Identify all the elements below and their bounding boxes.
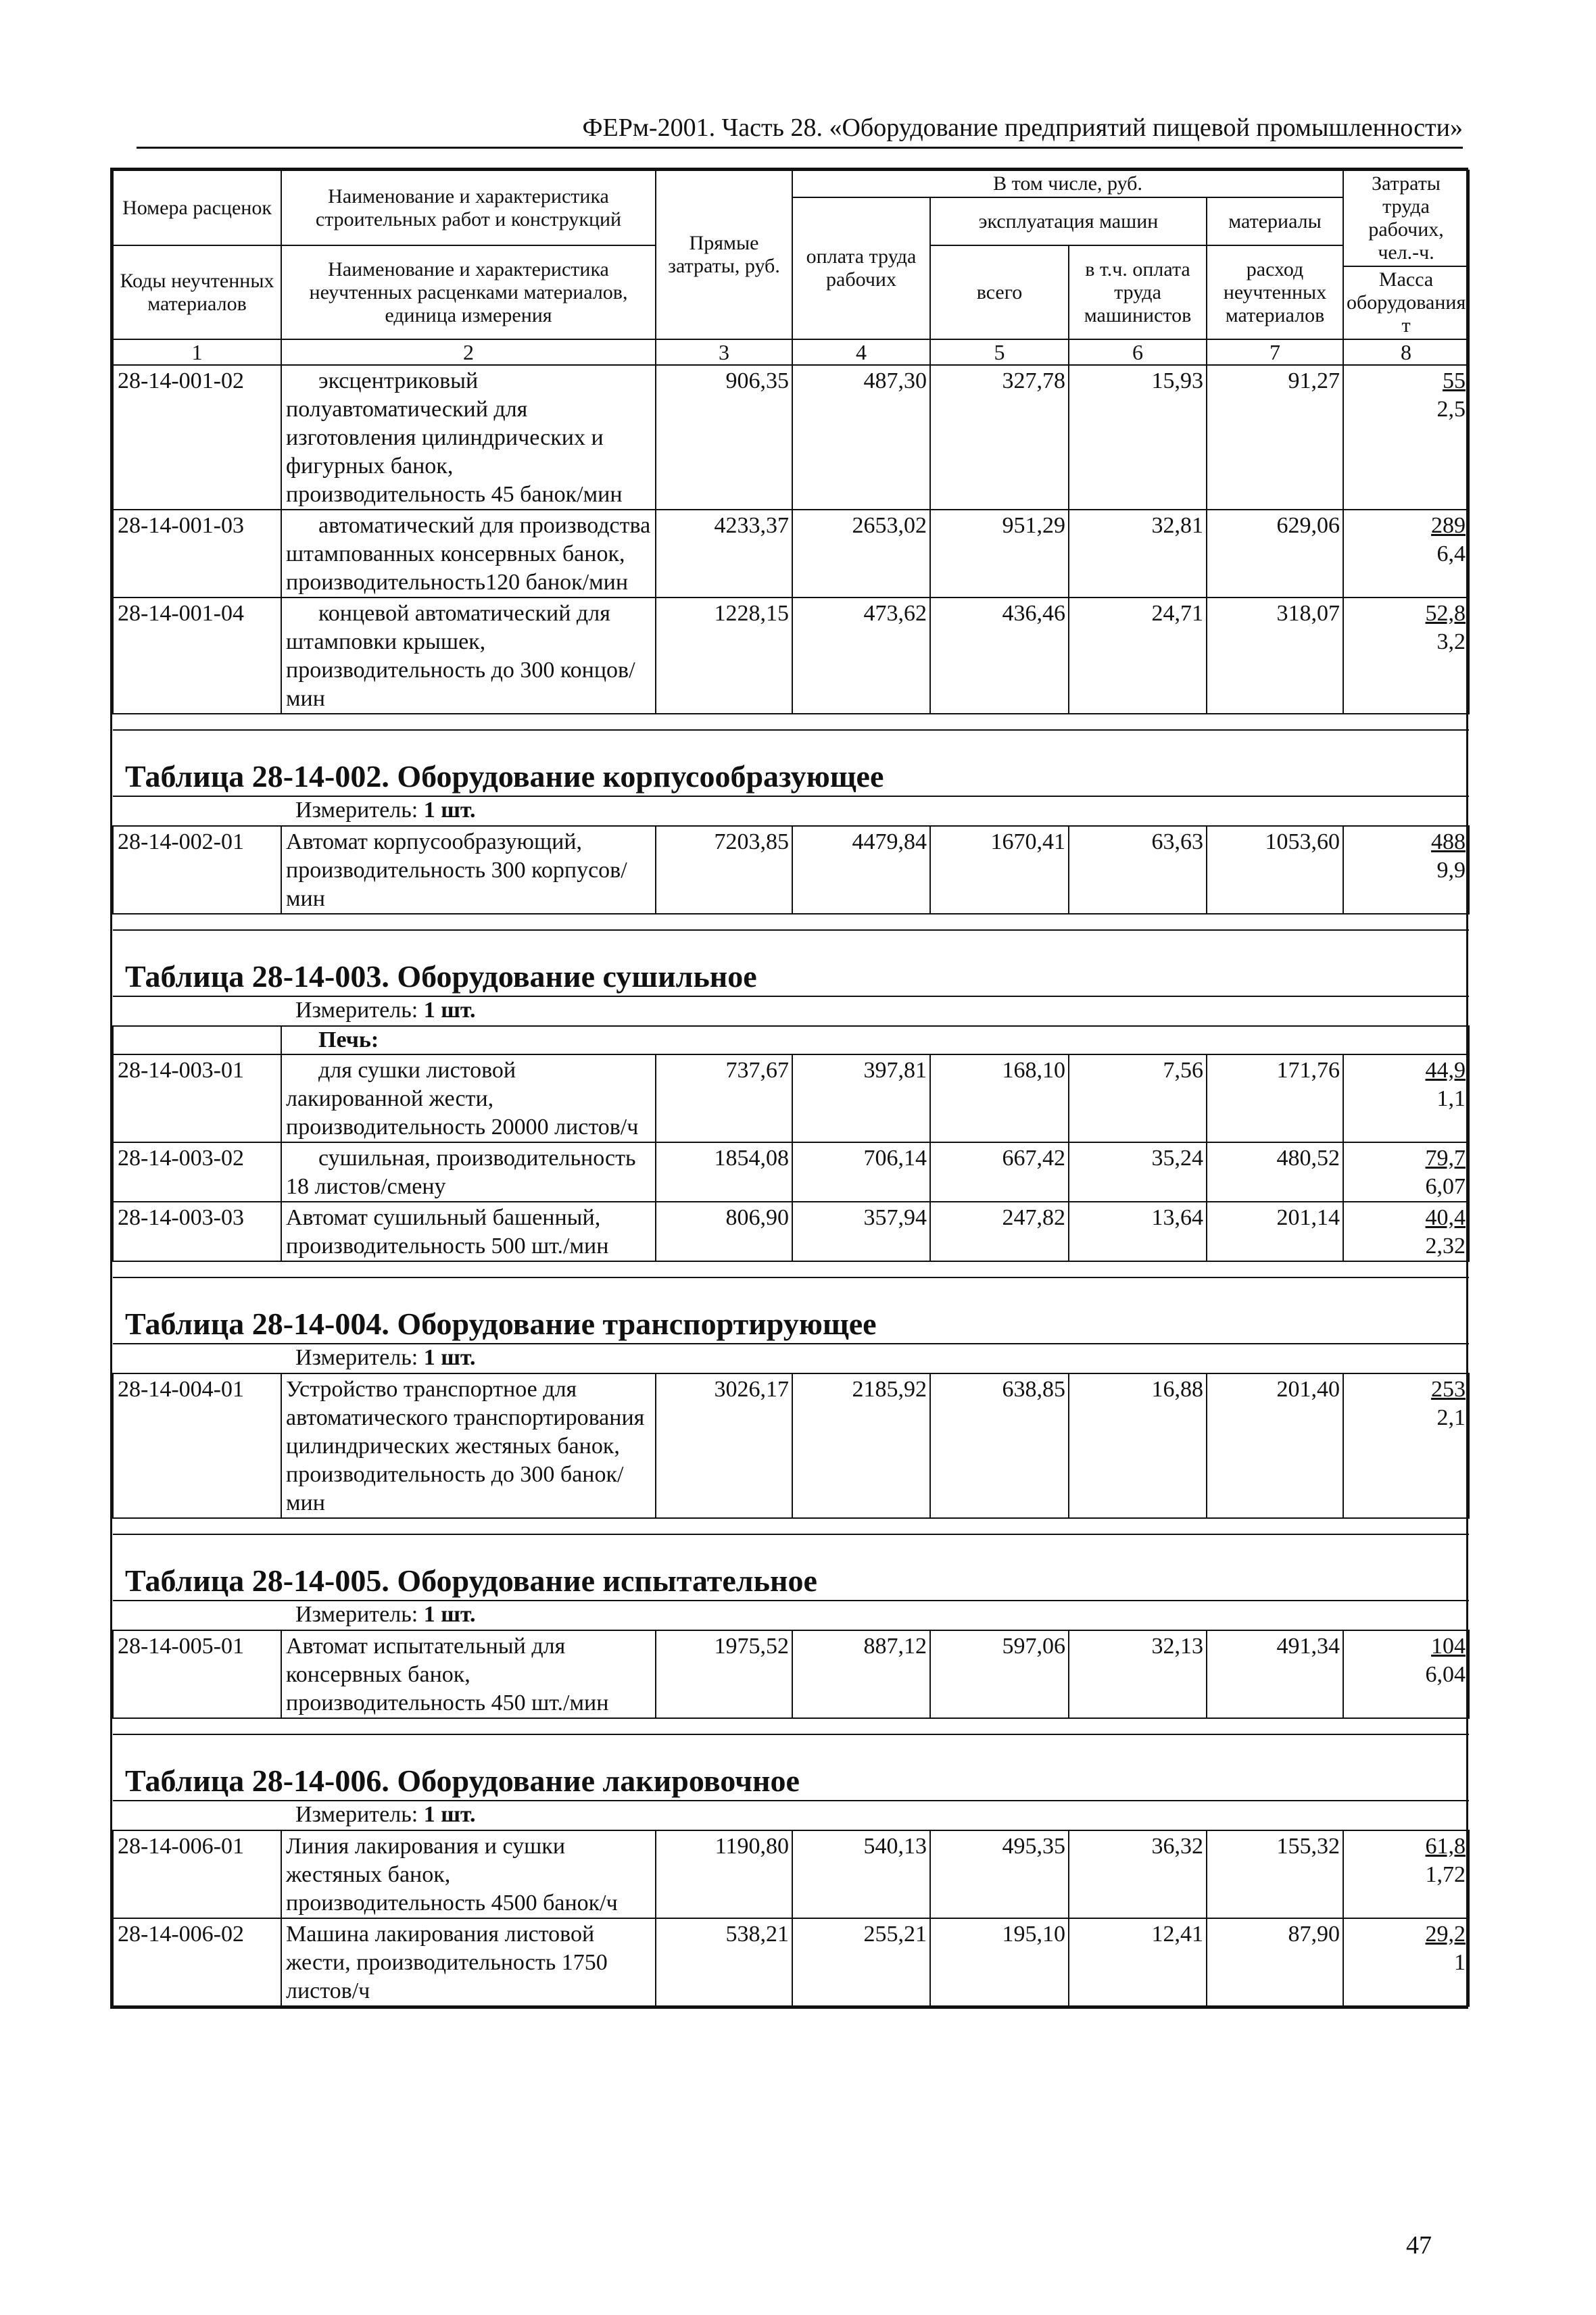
table-title: Таблица 28-14-003. Оборудование сушильное bbox=[125, 959, 757, 994]
unit-row bbox=[113, 1801, 1469, 1830]
machines-total: 195,10 bbox=[930, 1918, 1069, 2006]
direct-cost: 3026,17 bbox=[656, 1373, 792, 1518]
unit-cell bbox=[113, 996, 1469, 1026]
materials: 480,52 bbox=[1207, 1142, 1343, 1202]
direct-cost: 1854,08 bbox=[656, 1142, 792, 1202]
rate-code: 28-14-003-01 bbox=[113, 1054, 281, 1142]
direct-cost: 906,35 bbox=[656, 365, 792, 510]
rate-name: Машина лакирования листовой жести, производительность 1750 листов/ч bbox=[286, 1922, 608, 2003]
materials: 201,14 bbox=[1207, 1202, 1343, 1261]
labor-mass-cell bbox=[1343, 510, 1469, 598]
labor-cost: 79,7 bbox=[1425, 1146, 1466, 1171]
materials: 491,34 bbox=[1207, 1630, 1343, 1718]
rate-name-cell bbox=[281, 1630, 656, 1718]
machines-total: 951,29 bbox=[930, 510, 1069, 598]
direct-cost: 1228,15 bbox=[656, 598, 792, 714]
labor-mass-cell bbox=[1343, 826, 1469, 914]
unit-value: 1 шт. bbox=[423, 1802, 476, 1827]
gap-cell bbox=[113, 914, 1469, 930]
table-title-cell bbox=[113, 730, 1469, 796]
equipment-mass: 1,1 bbox=[1436, 1086, 1466, 1111]
col-number: 8 bbox=[1343, 339, 1469, 365]
wages: 473,62 bbox=[792, 598, 930, 714]
machines-total: 247,82 bbox=[930, 1202, 1069, 1261]
labor-cost: 488 bbox=[1431, 829, 1466, 854]
wages: 487,30 bbox=[792, 365, 930, 510]
rate-code: 28-14-002-01 bbox=[113, 826, 281, 914]
equipment-mass: 6,07 bbox=[1425, 1174, 1466, 1199]
wages: 2653,02 bbox=[792, 510, 930, 598]
table-row bbox=[113, 826, 1469, 914]
labor-cost: 29,2 bbox=[1425, 1922, 1466, 1947]
table-row bbox=[113, 598, 1469, 714]
table-title: Таблица 28-14-006. Оборудование лакировочное bbox=[125, 1763, 800, 1798]
page-number: 47 bbox=[1406, 2231, 1432, 2260]
table-row bbox=[113, 510, 1469, 598]
machinists-wages: 7,56 bbox=[1069, 1054, 1207, 1142]
direct-cost: 538,21 bbox=[656, 1918, 792, 2006]
table-row bbox=[113, 365, 1469, 510]
column-numbers-row bbox=[113, 339, 1469, 365]
rate-name-cell bbox=[281, 598, 656, 714]
table-row bbox=[113, 1202, 1469, 1261]
rate-name: для сушки листовой лакированной жести, производительность 20000 листов/ч bbox=[286, 1058, 639, 1140]
machines-total: 327,78 bbox=[930, 365, 1069, 510]
unit-row bbox=[113, 796, 1469, 826]
equipment-mass: 2,5 bbox=[1436, 397, 1466, 422]
materials: 87,90 bbox=[1207, 1918, 1343, 2006]
wages: 540,13 bbox=[792, 1830, 930, 1918]
machinists-wages: 36,32 bbox=[1069, 1830, 1207, 1918]
gap-cell bbox=[113, 714, 1469, 730]
table-title: Таблица 28-14-004. Оборудование транспортирующее bbox=[125, 1307, 877, 1341]
equipment-mass: 1 bbox=[1454, 1950, 1466, 1975]
wages: 2185,92 bbox=[792, 1373, 930, 1518]
materials: 318,07 bbox=[1207, 598, 1343, 714]
unit-value: 1 шт. bbox=[423, 798, 476, 823]
table-title-cell bbox=[113, 1734, 1469, 1801]
group-cell bbox=[281, 1026, 1469, 1054]
table-title-row bbox=[113, 1277, 1469, 1344]
rates-table bbox=[112, 170, 1470, 2007]
unit-label: Измеритель: bbox=[295, 1345, 418, 1370]
equipment-mass: 2,1 bbox=[1436, 1405, 1466, 1430]
rate-name: Автомат сушильный башенный, производительность 500 шт./мин bbox=[286, 1205, 609, 1259]
machinists-wages: 32,13 bbox=[1069, 1630, 1207, 1718]
table-title-cell bbox=[113, 930, 1469, 996]
rate-name-cell bbox=[281, 1054, 656, 1142]
col-number: 2 bbox=[281, 339, 656, 365]
table-title-row bbox=[113, 930, 1469, 996]
table-title-cell bbox=[113, 1534, 1469, 1601]
materials: 171,76 bbox=[1207, 1054, 1343, 1142]
rate-name: Линия лакирования и сушки жестяных банок, производительность 4500 банок/ч bbox=[286, 1834, 618, 1916]
col-nomera: Номера расценок bbox=[113, 170, 281, 245]
labor-cost: 44,9 bbox=[1425, 1058, 1466, 1083]
col-kody: Коды неучтенных материалов bbox=[113, 245, 281, 339]
unit-label: Измеритель: bbox=[295, 998, 418, 1023]
section-gap bbox=[113, 1718, 1469, 1734]
labor-mass-cell bbox=[1343, 1054, 1469, 1142]
labor-cost: 52,8 bbox=[1425, 601, 1466, 626]
unit-cell bbox=[113, 1801, 1469, 1830]
rates-table-frame bbox=[110, 168, 1471, 2009]
col-massa: Масса оборудования, т bbox=[1343, 266, 1469, 339]
rate-name: Автомат корпусообразующий, производительность 300 корпусов/мин bbox=[286, 829, 627, 911]
unit-row bbox=[113, 996, 1469, 1026]
header-row-1 bbox=[113, 170, 1469, 197]
rate-name: эксцентриковый полуавтоматический для изготовления цилиндрических и фигурных банок, производительность 45 банок/мин bbox=[286, 368, 623, 507]
rate-name-cell bbox=[281, 1142, 656, 1202]
unit-cell bbox=[113, 796, 1469, 826]
wages: 357,94 bbox=[792, 1202, 930, 1261]
rate-name-cell bbox=[281, 365, 656, 510]
col-number: 7 bbox=[1207, 339, 1343, 365]
labor-cost: 253 bbox=[1431, 1377, 1466, 1402]
unit-row bbox=[113, 1344, 1469, 1373]
rate-name-cell bbox=[281, 826, 656, 914]
rate-name: Устройство транспортное для автоматического транспортирования цилиндрических жестяных банок, производительность до 300 банок/мин bbox=[286, 1377, 645, 1515]
rate-name-cell bbox=[281, 510, 656, 598]
unit-cell bbox=[113, 1344, 1469, 1373]
table-row bbox=[113, 1918, 1469, 2006]
section-gap bbox=[113, 1261, 1469, 1277]
machinists-wages: 16,88 bbox=[1069, 1373, 1207, 1518]
materials: 155,32 bbox=[1207, 1830, 1343, 1918]
materials: 201,40 bbox=[1207, 1373, 1343, 1518]
wages: 4479,84 bbox=[792, 826, 930, 914]
direct-cost: 1975,52 bbox=[656, 1630, 792, 1718]
labor-mass-cell bbox=[1343, 1918, 1469, 2006]
group-row bbox=[113, 1026, 1469, 1054]
table-title-row bbox=[113, 1534, 1469, 1601]
section-gap bbox=[113, 714, 1469, 730]
rate-name-cell bbox=[281, 1918, 656, 2006]
unit-value: 1 шт. bbox=[423, 998, 476, 1023]
rate-code: 28-14-001-02 bbox=[113, 365, 281, 510]
materials: 91,27 bbox=[1207, 365, 1343, 510]
col-number: 1 bbox=[113, 339, 281, 365]
rate-name: концевой автоматический для штамповки крышек, производительность до 300 концов/мин bbox=[286, 601, 635, 711]
rate-code: 28-14-006-01 bbox=[113, 1830, 281, 1918]
table-title-row bbox=[113, 1734, 1469, 1801]
unit-label: Измеритель: bbox=[295, 798, 418, 823]
direct-cost: 7203,85 bbox=[656, 826, 792, 914]
col-number: 5 bbox=[930, 339, 1069, 365]
labor-mass-cell bbox=[1343, 1830, 1469, 1918]
machines-total: 495,35 bbox=[930, 1830, 1069, 1918]
machinists-wages: 63,63 bbox=[1069, 826, 1207, 914]
document-header: ФЕРм-2001. Часть 28. «Оборудование предприятий пищевой промышленности» bbox=[137, 112, 1463, 149]
col-number: 6 bbox=[1069, 339, 1207, 365]
table-title-cell bbox=[113, 1277, 1469, 1344]
equipment-mass: 1,72 bbox=[1425, 1862, 1466, 1887]
table-row bbox=[113, 1830, 1469, 1918]
col-number: 3 bbox=[656, 339, 792, 365]
machinists-wages: 35,24 bbox=[1069, 1142, 1207, 1202]
equipment-mass: 6,4 bbox=[1436, 541, 1466, 566]
rate-code: 28-14-006-02 bbox=[113, 1918, 281, 2006]
unit-row bbox=[113, 1601, 1469, 1630]
labor-mass-cell bbox=[1343, 365, 1469, 510]
labor-mass-cell bbox=[1343, 1373, 1469, 1518]
wages: 706,14 bbox=[792, 1142, 930, 1202]
rate-code: 28-14-001-03 bbox=[113, 510, 281, 598]
rate-code: 28-14-001-04 bbox=[113, 598, 281, 714]
col-zatraty: Затраты труда рабочих, чел.-ч. bbox=[1343, 170, 1469, 266]
table-row bbox=[113, 1054, 1469, 1142]
unit-value: 1 шт. bbox=[423, 1602, 476, 1627]
section-gap bbox=[113, 914, 1469, 930]
col-ekspl: эксплуатация машин bbox=[930, 197, 1207, 245]
machines-total: 667,42 bbox=[930, 1142, 1069, 1202]
rate-code: 28-14-003-02 bbox=[113, 1142, 281, 1202]
table-row bbox=[113, 1373, 1469, 1518]
machinists-wages: 24,71 bbox=[1069, 598, 1207, 714]
direct-cost: 806,90 bbox=[656, 1202, 792, 1261]
wages: 397,81 bbox=[792, 1054, 930, 1142]
table-row bbox=[113, 1630, 1469, 1718]
table-title: Таблица 28-14-005. Оборудование испытательное bbox=[125, 1563, 817, 1598]
col-rashod: расход неучтенных материалов bbox=[1207, 245, 1343, 339]
labor-mass-cell bbox=[1343, 1142, 1469, 1202]
group-label: Печь: bbox=[318, 1027, 379, 1052]
rate-name: сушильная, производительность 18 листов/смену bbox=[286, 1146, 636, 1199]
machinists-wages: 12,41 bbox=[1069, 1918, 1207, 2006]
wages: 887,12 bbox=[792, 1630, 930, 1718]
rate-code: 28-14-004-01 bbox=[113, 1373, 281, 1518]
col-vtom: В том числе, руб. bbox=[792, 170, 1343, 197]
rate-name: автоматический для производства штампованных консервных банок, производительность120 банок/мин bbox=[286, 513, 651, 595]
section-gap bbox=[113, 1518, 1469, 1534]
rate-code: 28-14-003-03 bbox=[113, 1202, 281, 1261]
equipment-mass: 9,9 bbox=[1436, 858, 1466, 883]
col-pryamye: Прямые затраты, руб. bbox=[656, 170, 792, 339]
equipment-mass: 3,2 bbox=[1436, 629, 1466, 654]
table-title-row bbox=[113, 730, 1469, 796]
labor-cost: 104 bbox=[1431, 1634, 1466, 1659]
machines-total: 168,10 bbox=[930, 1054, 1069, 1142]
direct-cost: 737,67 bbox=[656, 1054, 792, 1142]
col-vtch: в т.ч. оплата труда машинистов bbox=[1069, 245, 1207, 339]
rate-name-cell bbox=[281, 1373, 656, 1518]
gap-cell bbox=[113, 1718, 1469, 1734]
direct-cost: 1190,80 bbox=[656, 1830, 792, 1918]
machines-total: 1670,41 bbox=[930, 826, 1069, 914]
equipment-mass: 2,32 bbox=[1425, 1234, 1466, 1259]
equipment-mass: 6,04 bbox=[1425, 1662, 1466, 1687]
materials: 1053,60 bbox=[1207, 826, 1343, 914]
machinists-wages: 13,64 bbox=[1069, 1202, 1207, 1261]
machinists-wages: 15,93 bbox=[1069, 365, 1207, 510]
machinists-wages: 32,81 bbox=[1069, 510, 1207, 598]
gap-cell bbox=[113, 1261, 1469, 1277]
gap-cell bbox=[113, 1518, 1469, 1534]
rate-name-cell bbox=[281, 1830, 656, 1918]
labor-cost: 40,4 bbox=[1425, 1205, 1466, 1230]
unit-cell bbox=[113, 1601, 1469, 1630]
machines-total: 597,06 bbox=[930, 1630, 1069, 1718]
rate-name-cell bbox=[281, 1202, 656, 1261]
rate-name: Автомат испытательный для консервных банок, производительность 450 шт./мин bbox=[286, 1634, 609, 1715]
wages: 255,21 bbox=[792, 1918, 930, 2006]
machines-total: 638,85 bbox=[930, 1373, 1069, 1518]
labor-mass-cell bbox=[1343, 1202, 1469, 1261]
labor-cost: 55 bbox=[1443, 368, 1466, 393]
col-naim2: Наименование и характеристика неучтенных расценками материалов, единица измерения bbox=[281, 245, 656, 339]
col-vsego: всего bbox=[930, 245, 1069, 339]
unit-label: Измеритель: bbox=[295, 1602, 418, 1627]
labor-cost: 61,8 bbox=[1425, 1834, 1466, 1859]
table-title: Таблица 28-14-002. Оборудование корпусообразующее bbox=[125, 759, 884, 794]
direct-cost: 4233,37 bbox=[656, 510, 792, 598]
labor-mass-cell bbox=[1343, 1630, 1469, 1718]
col-materialy: материалы bbox=[1207, 197, 1343, 245]
group-code-cell bbox=[113, 1026, 281, 1054]
col-naim1: Наименование и характеристика строительных работ и конструкций bbox=[281, 170, 656, 245]
unit-value: 1 шт. bbox=[423, 1345, 476, 1370]
machines-total: 436,46 bbox=[930, 598, 1069, 714]
table-row bbox=[113, 1142, 1469, 1202]
labor-mass-cell bbox=[1343, 598, 1469, 714]
labor-cost: 289 bbox=[1431, 513, 1466, 538]
col-number: 4 bbox=[792, 339, 930, 365]
rate-code: 28-14-005-01 bbox=[113, 1630, 281, 1718]
unit-label: Измеритель: bbox=[295, 1802, 418, 1827]
col-oplata: оплата труда рабочих bbox=[792, 197, 930, 339]
materials: 629,06 bbox=[1207, 510, 1343, 598]
